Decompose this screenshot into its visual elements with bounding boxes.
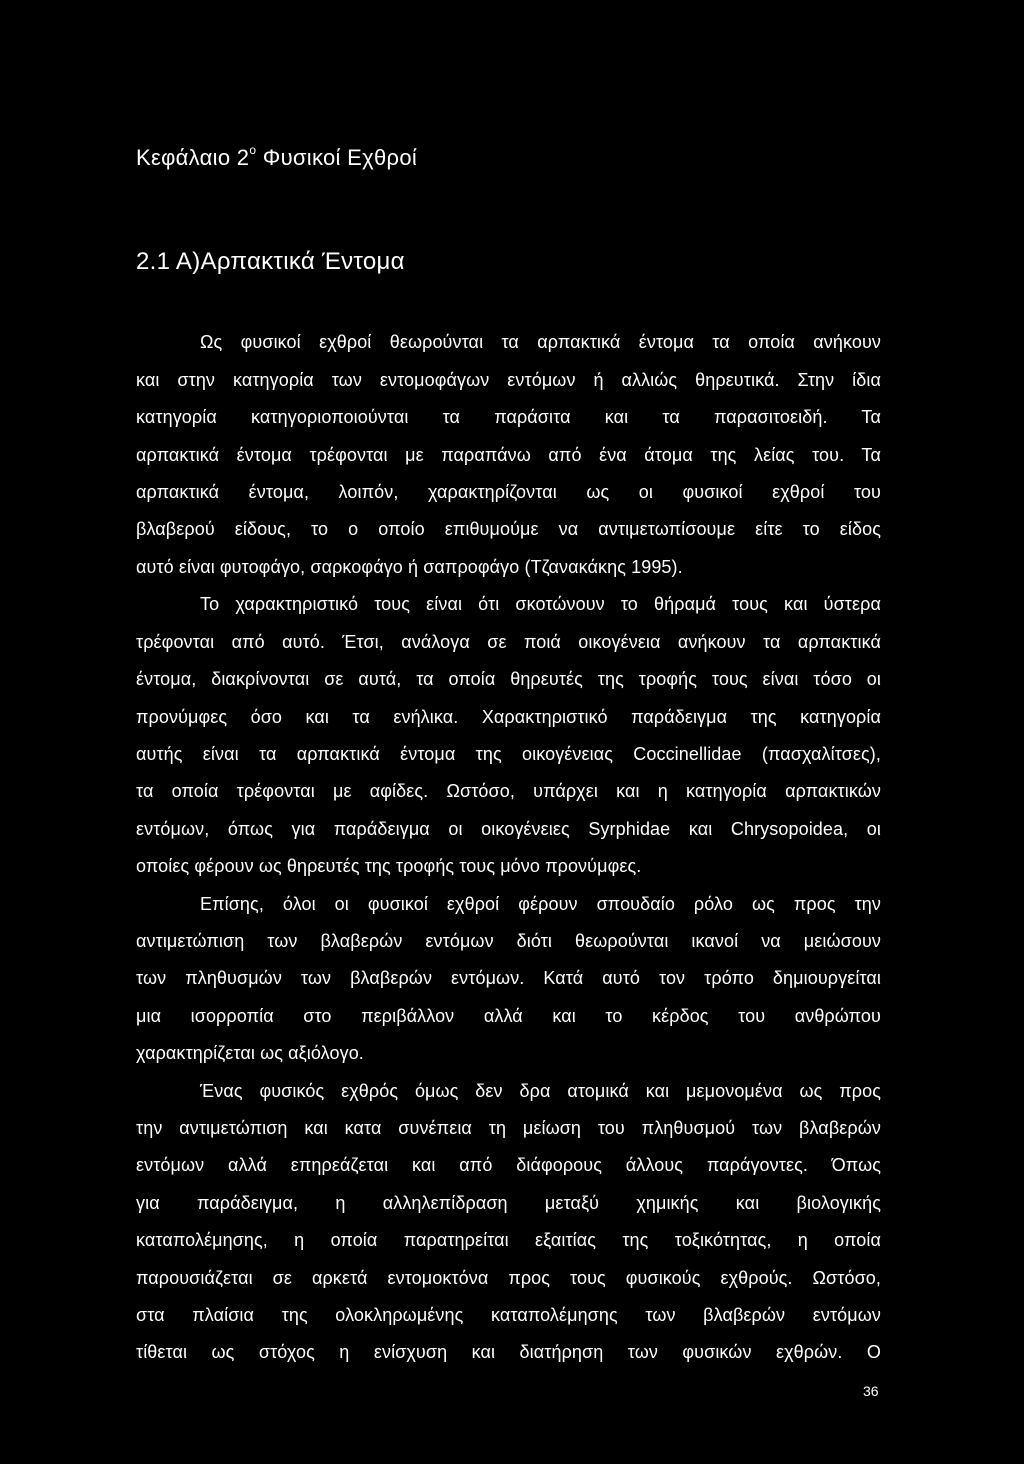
text-line: καταπολέμησης, η οποία παρατηρείται εξαιτίας της τοξικότητας, η οποία xyxy=(136,1230,881,1250)
text-line: για παράδειγμα, η αλληλεπίδραση μεταξύ χημικής και βιολογικής xyxy=(136,1193,881,1213)
text-line: Ως φυσικοί εχθροί θεωρούνται τα αρπακτικά έντομα τα οποία ανήκουν xyxy=(200,332,881,352)
text-line: Επίσης, όλοι οι φυσικοί εχθροί φέρουν σπουδαίο ρόλο ως προς την xyxy=(200,894,881,914)
text-line: τίθεται ως στόχος η ενίσχυση και διατήρηση των φυσικών εχθρών. Ο xyxy=(136,1342,881,1362)
text-line: οποίες φέρουν ως θηρευτές της τροφής τους μόνο προνύμφες. xyxy=(136,856,642,876)
section-title: 2.1 Α)Αρπακτικά Έντομα xyxy=(136,248,405,275)
text-line: αυτό είναι φυτοφάγο, σαρκοφάγο ή σαπροφάγο (Τζανακάκης 1995). xyxy=(136,557,683,577)
text-line: μια ισορροπία στο περιβάλλον αλλά και το κέρδος του ανθρώπου xyxy=(136,1006,881,1026)
chapter-title-prefix: Κεφάλαιο 2 xyxy=(136,145,250,170)
text-line: βλαβερού είδους, το ο οποίο επιθυμούμε να αντιμετωπίσουμε είτε το είδος xyxy=(136,519,881,539)
chapter-title-superscript: ο xyxy=(249,143,257,157)
text-line: Ένας φυσικός εχθρός όμως δεν δρα ατομικά και μεμονομένα ως προς xyxy=(200,1081,881,1101)
text-line: προνύμφες όσο και τα ενήλικα. Χαρακτηριστικό παράδειγμα της κατηγορία xyxy=(136,707,881,727)
text-line: και στην κατηγορία των εντομοφάγων εντόμων ή αλλιώς θηρευτικά. Στην ίδια xyxy=(136,370,881,390)
text-line: Το χαρακτηριστικό τους είναι ότι σκοτώνουν το θήραμά τους και ύστερα xyxy=(200,594,881,614)
text-line: αντιμετώπιση των βλαβερών εντόμων διότι θεωρούνται ικανοί να μειώσουν xyxy=(136,931,881,951)
chapter-title-suffix: Φυσικοί Εχθροί xyxy=(256,145,418,170)
page-number: 36 xyxy=(863,1383,879,1399)
text-line: έντομα, διακρίνονται σε αυτά, τα οποία θηρευτές της τροφής τους είναι τόσο οι xyxy=(136,669,881,689)
text-line: αρπακτικά έντομα τρέφονται με παραπάνω από ένα άτομα της λείας του. Τα xyxy=(136,445,881,465)
text-line: των πληθυσμών των βλαβερών εντόμων. Κατά αυτό τον τρόπο δημιουργείται xyxy=(136,968,881,988)
text-line: εντόμων αλλά επηρεάζεται και από διάφορους άλλους παράγοντες. Όπως xyxy=(136,1155,881,1175)
text-line: τα οποία τρέφονται με αφίδες. Ωστόσο, υπάρχει και η κατηγορία αρπακτικών xyxy=(136,781,881,801)
text-line: χαρακτηρίζεται ως αξιόλογο. xyxy=(136,1043,364,1063)
text-line: κατηγορία κατηγοριοποιούνται τα παράσιτα και τα παρασιτοειδή. Τα xyxy=(136,407,881,427)
text-line: παρουσιάζεται σε αρκετά εντομοκτόνα προς τους φυσικούς εχθρούς. Ωστόσο, xyxy=(136,1268,881,1288)
chapter-title xyxy=(136,145,417,171)
text-line: την αντιμετώπιση και κατα συνέπεια τη μείωση του πληθυσμού των βλαβερών xyxy=(136,1118,881,1138)
text-line: αρπακτικά έντομα, λοιπόν, χαρακτηρίζονται ως οι φυσικοί εχθροί του xyxy=(136,482,881,502)
text-line: αυτής είναι τα αρπακτικά έντομα της οικογένειας Coccinellidae (πασχαλίτσες), xyxy=(136,744,881,764)
text-line: εντόμων, όπως για παράδειγμα οι οικογένειες Syrphidae και Chrysopoidea, οι xyxy=(136,819,881,839)
text-line: στα πλαίσια της ολοκληρωμένης καταπολέμησης των βλαβερών εντόμων xyxy=(136,1305,881,1325)
text-line: τρέφονται από αυτό. Έτσι, ανάλογα σε ποιά οικογένεια ανήκουν τα αρπακτικά xyxy=(136,632,881,652)
